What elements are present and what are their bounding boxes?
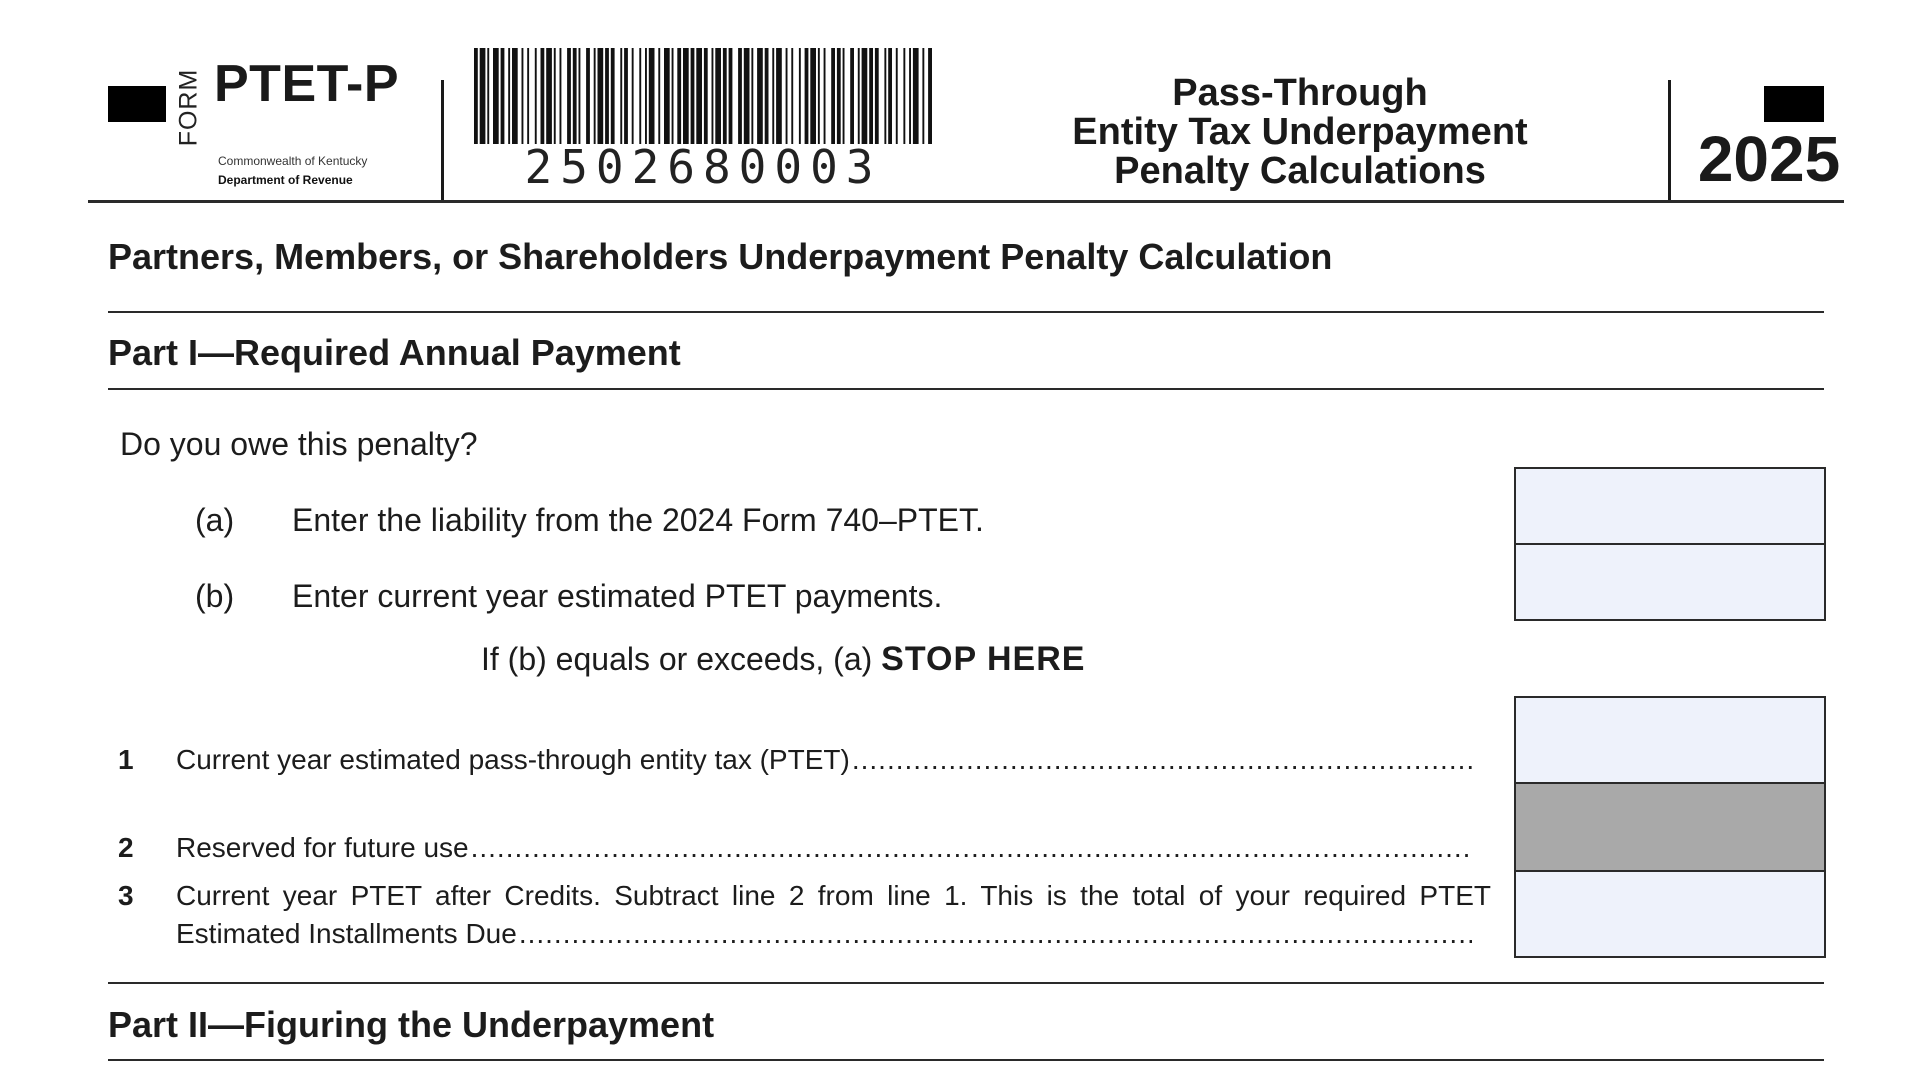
barcode-bar <box>744 48 750 144</box>
header-divider <box>1668 80 1671 201</box>
header-rule <box>88 200 1844 203</box>
form-code: PTET-P <box>214 55 400 113</box>
line-1-label: Current year estimated pass-through entity tax (PTET) ..... <box>176 744 1472 776</box>
line-3-field[interactable] <box>1514 870 1826 958</box>
barcode-bar <box>598 48 604 144</box>
barcode-bar <box>837 48 841 144</box>
line-3-number: 3 <box>118 880 134 911</box>
section-rule <box>108 1059 1824 1061</box>
barcode-bar <box>903 48 905 144</box>
section-rule <box>108 311 1824 313</box>
item-a-label: (a) <box>195 502 235 538</box>
department-name: Department of Revenue <box>218 173 353 187</box>
barcode-bar <box>632 48 634 144</box>
barcode-bar <box>522 48 524 144</box>
barcode-bar <box>480 48 486 144</box>
barcode-bar <box>786 48 788 144</box>
barcode-bar <box>858 48 860 144</box>
barcode-bar <box>757 48 763 144</box>
barcode-bar <box>664 48 670 144</box>
barcode-number: 2502680003 <box>524 140 882 194</box>
item-b-label: (b) <box>195 578 235 614</box>
barcode-bar <box>896 48 898 144</box>
registration-mark-left <box>108 86 166 122</box>
barcode-bar <box>501 48 505 144</box>
barcode-bar <box>928 48 932 144</box>
section-rule <box>108 388 1824 390</box>
barcode-bar <box>772 48 774 144</box>
tax-year: 2025 <box>1697 123 1841 195</box>
barcode-bar <box>723 48 727 144</box>
barcode-bar <box>546 48 552 144</box>
title-line: Entity Tax Underpayment <box>1072 111 1528 153</box>
penalty-question: Do you owe this penalty? <box>120 426 478 462</box>
barcode-bar <box>487 48 489 144</box>
barcode-bar <box>567 48 571 144</box>
barcode-bar <box>560 48 562 144</box>
title-line: Penalty Calculations <box>1114 150 1486 192</box>
line-2-reserved-field <box>1514 782 1826 872</box>
barcode-bar <box>658 48 660 144</box>
barcode-bar <box>791 48 793 144</box>
item-a-text: Enter the liability from the 2024 Form 740–PTET. <box>292 502 984 538</box>
barcode-image <box>474 48 932 144</box>
stop-instruction-text: If (b) equals or exceeds, (a) <box>481 641 873 677</box>
barcode-bar <box>810 48 816 144</box>
barcode-bar <box>594 48 596 144</box>
barcode-bar <box>884 48 886 144</box>
barcode-bar <box>645 48 647 144</box>
line-3-label-continued: Estimated Installments Due ..... <box>176 918 1472 950</box>
barcode-bar <box>605 48 609 144</box>
barcode-bar <box>715 48 721 144</box>
barcode-bar <box>888 48 892 144</box>
barcode-bar <box>554 48 556 144</box>
barcode-bar <box>493 48 499 144</box>
barcode-bar <box>672 48 674 144</box>
barcode-bar <box>649 48 655 144</box>
barcode-bar <box>683 48 689 144</box>
barcode-bar <box>805 48 809 144</box>
barcode-bar <box>765 48 769 144</box>
barcode-bar <box>579 48 581 144</box>
part1-title: Part I—Required Annual Payment <box>108 332 681 373</box>
item-b-text: Enter current year estimated PTET payments. <box>292 578 943 614</box>
section-rule <box>108 982 1824 984</box>
barcode-bar <box>824 48 826 144</box>
barcode-bar <box>913 48 919 144</box>
barcode-bar <box>776 48 782 144</box>
barcode-bar <box>535 48 537 144</box>
barcode-bar <box>508 48 510 144</box>
line-1-field[interactable] <box>1514 696 1826 784</box>
stop-instruction <box>481 640 1085 679</box>
barcode-bar <box>738 48 742 144</box>
line-3-label: Current year PTET after Credits. Subtract line 2 from line 1. This is the total of your required PTET <box>176 880 1491 911</box>
barcode-bar <box>909 48 911 144</box>
barcode-bar <box>729 48 733 144</box>
agency-name: Commonwealth of Kentucky <box>218 154 368 168</box>
barcode-bar <box>573 48 577 144</box>
registration-mark-right <box>1764 86 1824 122</box>
header-divider <box>441 80 444 201</box>
barcode-bar <box>624 48 628 144</box>
line-1-number: 1 <box>118 744 134 775</box>
liability-2024-field[interactable] <box>1514 467 1826 545</box>
barcode-bar <box>620 48 622 144</box>
barcode-bar <box>639 48 641 144</box>
barcode-bar <box>512 48 518 144</box>
barcode-bar <box>843 48 845 144</box>
barcode-bar <box>869 48 873 144</box>
form-title <box>1040 74 1560 191</box>
barcode-bar <box>818 48 820 144</box>
barcode-bar <box>751 48 753 144</box>
barcode-bar <box>677 48 681 144</box>
barcode-bar <box>691 48 695 144</box>
barcode-bar <box>712 48 714 144</box>
barcode-bar <box>704 48 708 144</box>
part2-title: Part II—Figuring the Underpayment <box>108 1004 715 1045</box>
barcode-bar <box>586 48 590 144</box>
barcode-bar <box>541 48 545 144</box>
estimated-payments-field[interactable] <box>1514 543 1826 621</box>
stop-here-emphasis: STOP HERE <box>881 640 1086 678</box>
barcode-bar <box>831 48 835 144</box>
barcode-bar <box>696 48 702 144</box>
line-2-number: 2 <box>118 832 134 863</box>
line-2-label: Reserved for future use ..... <box>176 832 1472 864</box>
barcode-bar <box>862 48 868 144</box>
barcode-bar <box>799 48 801 144</box>
title-line: Pass-Through <box>1172 72 1428 114</box>
barcode-bar <box>474 48 478 144</box>
form-label: FORM <box>174 68 203 146</box>
barcode-bar <box>850 48 854 144</box>
barcode-bar <box>875 48 879 144</box>
page-heading: Partners, Members, or Shareholders Underpayment Penalty Calculation <box>108 236 1333 277</box>
barcode-bar <box>611 48 615 144</box>
barcode-bar <box>527 48 529 144</box>
barcode-bar <box>922 48 924 144</box>
